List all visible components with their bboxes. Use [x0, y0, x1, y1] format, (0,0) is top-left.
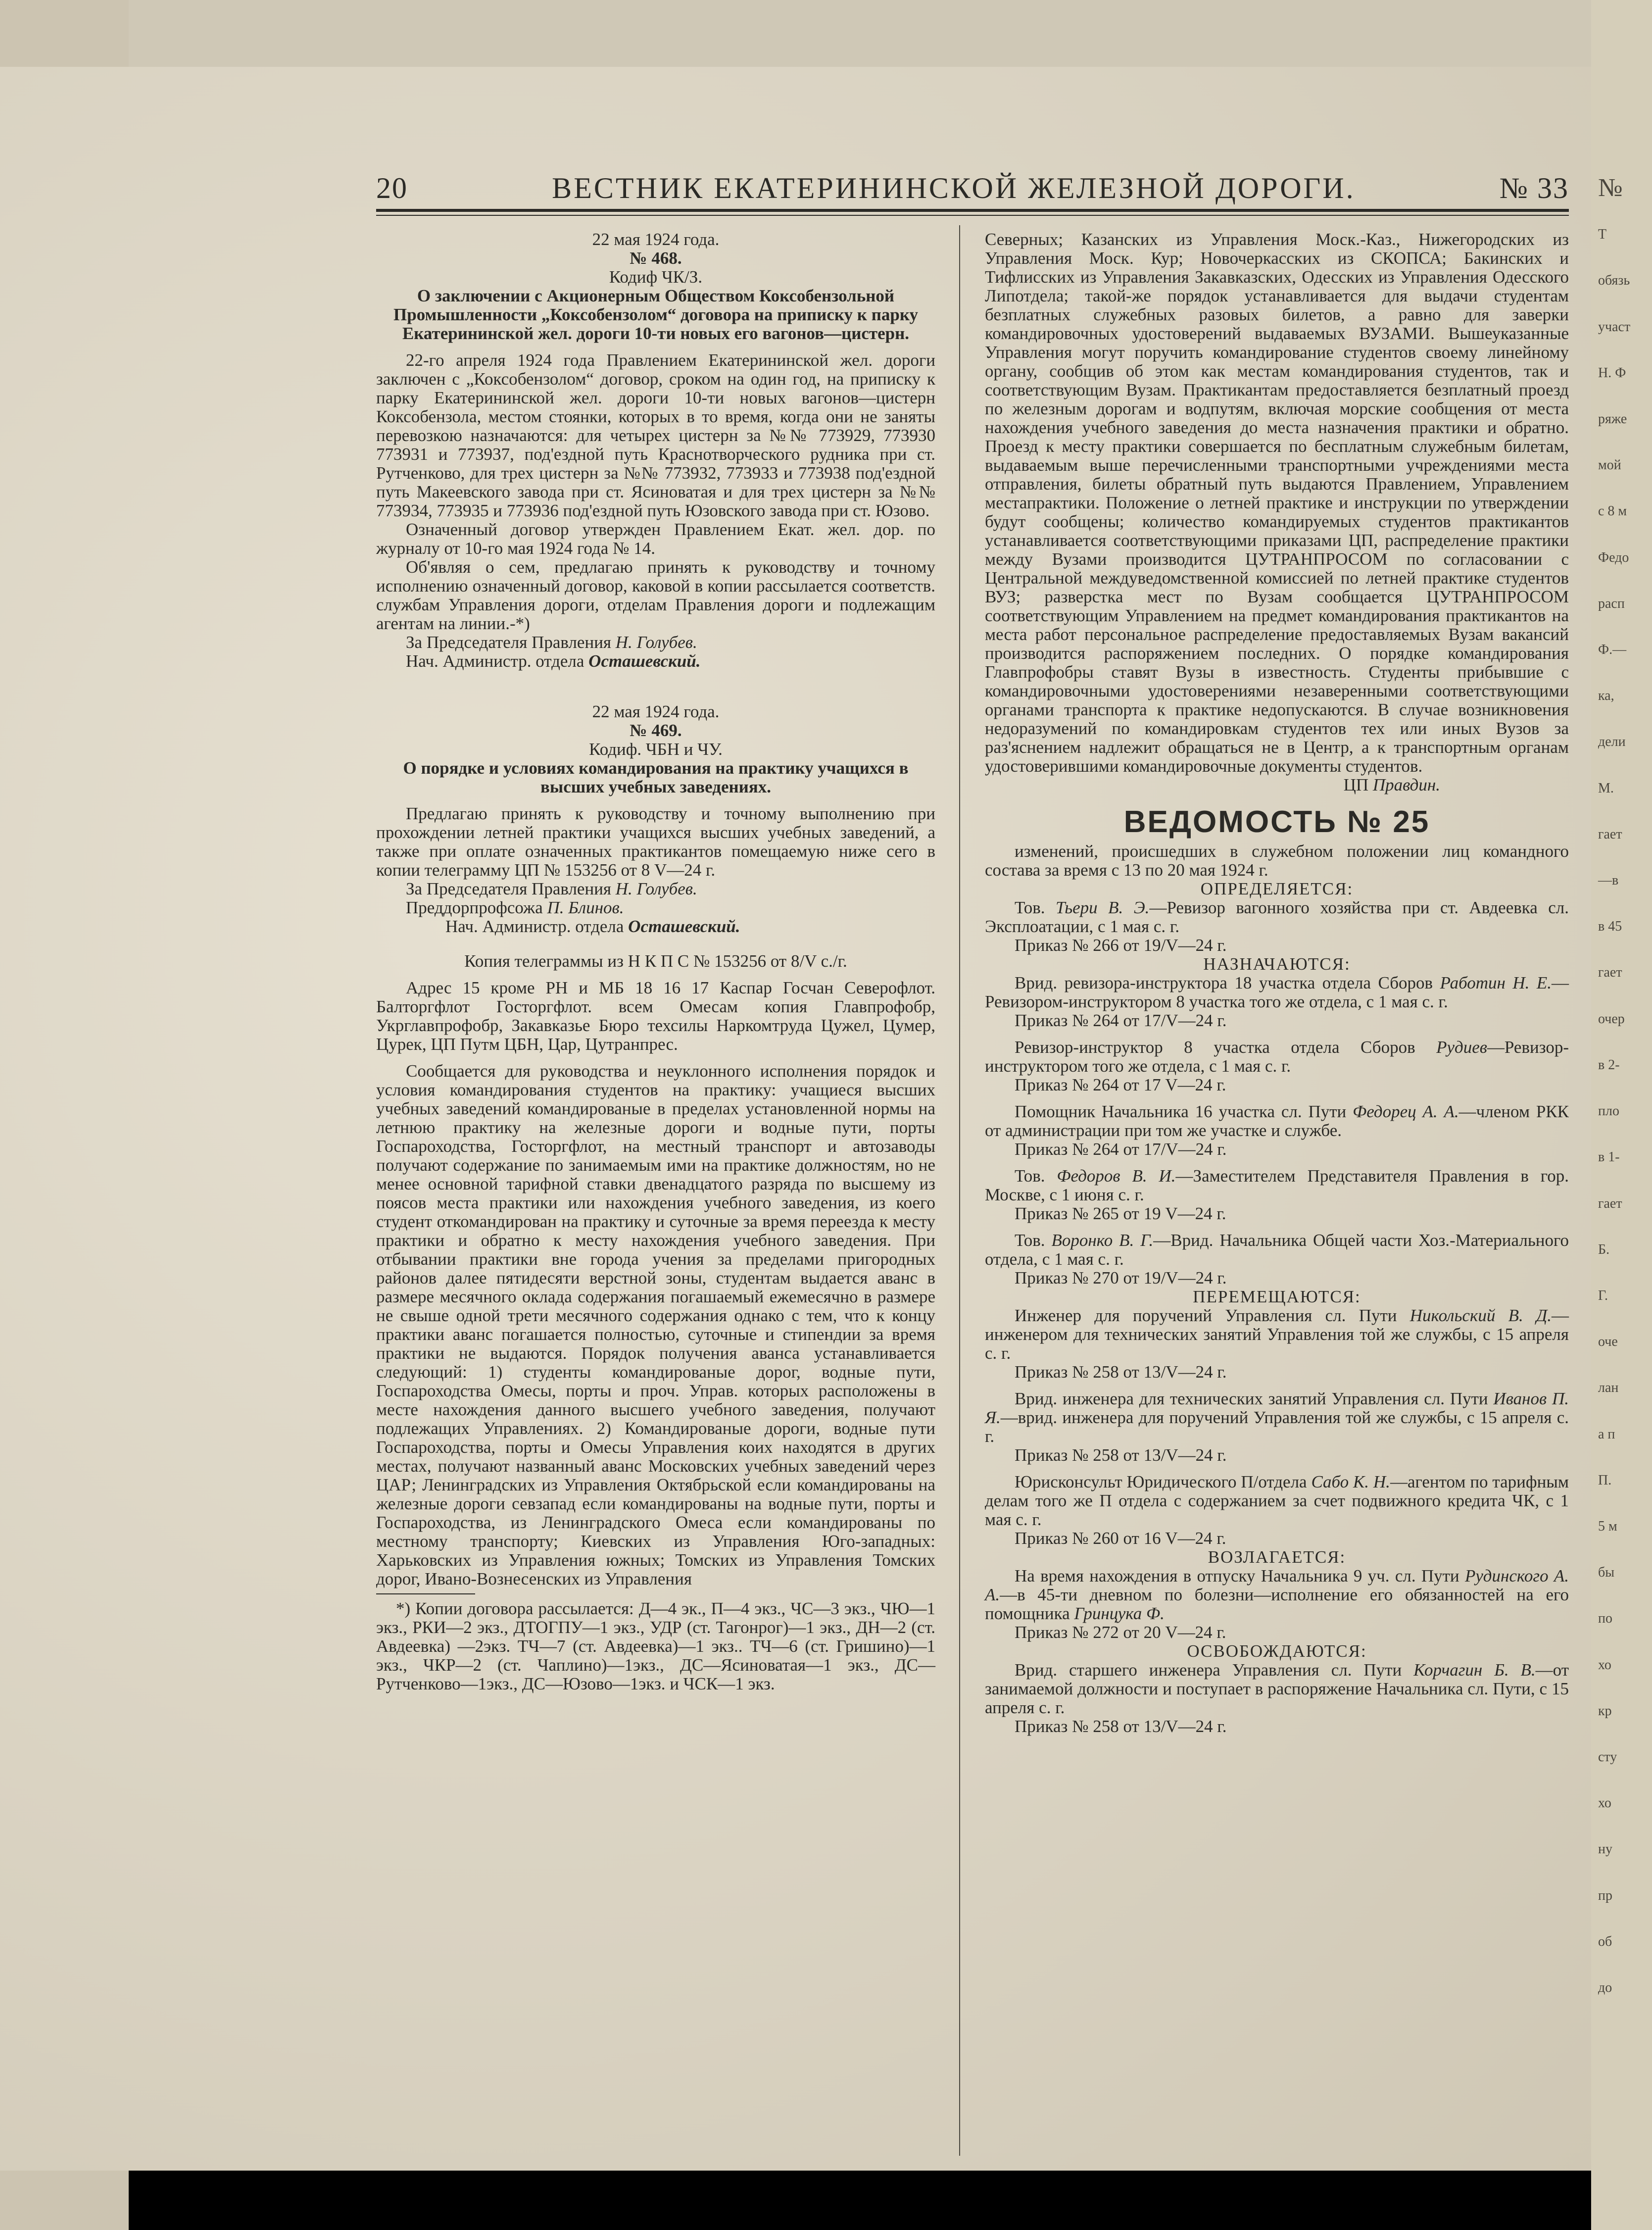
order-468-paragraph-1: 22-го апреля 1924 года Правлением Екатерининской жел. дороги заключен с „Коксобензолом“ договор, сроком на один год, на приписку к парку Екатерининской жел. дороги 10-ти новых вагонов—цистерн Коксобензола, местом стоянки, которых в то время, когда они не заняты перевозкою назначаются: для четырех цистерн за №№ 773929, 773930 773931 и 773937, под'ездной путь Краснотворческого рудника при ст. Рутченково, для трех цистерн за №№ 773932, 773933 и 773938 под'ездной путь Макеевского завода при ст. Ясиноватая и для трех цистерн за №№ 773934, 773935 и 773936 под'ездной путь Юзовского завода при ст. Юзово.	[376, 350, 935, 520]
entry-text: Инженер для поручений Управления сл. Пути	[1015, 1306, 1397, 1325]
next-page-fragment: хо	[1598, 1657, 1611, 1673]
order-468-code: Кодиф ЧК/З.	[609, 267, 703, 287]
header-rule-thick	[376, 209, 1569, 212]
page-number: 20	[376, 172, 408, 204]
next-page-fragment: гает	[1598, 827, 1622, 842]
next-page-fragment: пло	[1598, 1103, 1619, 1119]
page-header	[376, 168, 1569, 205]
signature-role: Нач. Администр. отдела	[445, 917, 624, 936]
entry-1	[985, 898, 1569, 936]
entry-text: —врид. инженера для поручений Управления той же службы, с 15 апреля с. г.	[985, 1408, 1569, 1446]
scan-top-margin	[0, 0, 1591, 67]
next-page-fragment: об	[1598, 1934, 1612, 1949]
entry-person: Никольский В. Д.	[1409, 1306, 1552, 1325]
order-469-heading: О порядке и условиях командирования на практику учащихся в высших учебных заведениях.	[403, 758, 909, 796]
order-469-signature-2	[376, 898, 935, 917]
entry-text: Тов.	[1015, 1231, 1045, 1250]
entry-text: На время нахождения в отпуску Начальника 9 уч. сл. Пути	[1015, 1566, 1459, 1586]
entry-text: —Ревизором-инструктором 8 участка того же отдела, с 1 мая с. г.	[985, 973, 1569, 1011]
entry-8	[985, 1389, 1569, 1446]
signature-role: Преддорпрофсожа	[406, 898, 543, 917]
entry-person: Работин Н. Е.	[1440, 973, 1552, 992]
left-column	[376, 230, 935, 1693]
next-page-fragment: в 45	[1598, 919, 1622, 934]
order-468-signature-2	[376, 652, 935, 671]
signature-role: За Председателя Правления	[406, 633, 612, 652]
entry-person: Тьери В. Э.	[1056, 898, 1150, 917]
next-page-fragment: а п	[1598, 1427, 1615, 1442]
entry-4	[985, 1102, 1569, 1140]
telegram-address: Адрес 15 кроме РН и МБ 18 16 17 Каспар Госчан Северофлот. Балторгфлот Госторгфлот. всем Омесам копия Главпрофобр, Укрглавпрофобр, Закавказье Бюро техсилы Наркомтруда Цужел, Цумер, Цурек, ЦП Путм ЦБН, Цар, Цутранпрес.	[376, 978, 935, 1054]
order-468-paragraph-3: Об'являя о сем, предлагаю принять к руководству и точному исполнению означенный договор, каковой в копии рассылается соответств. службам Управления дороги, отделам Правления дороги и подлежащим агентам на линии.-*)	[376, 557, 935, 633]
entry-person: Корчагин Б. В.	[1413, 1660, 1536, 1680]
entry-person: Иванов П. Я.	[985, 1389, 1569, 1427]
signature-name: П. Блинов.	[547, 898, 624, 917]
order-468-paragraph-2: Означенный договор утвержден Правлением Екат. жел. дор. по журналу от 10-го мая 1924 года № 14.	[376, 520, 935, 558]
order-469-code: Кодиф. ЧБН и ЧУ.	[589, 740, 723, 759]
next-page-fragment: бы	[1598, 1565, 1615, 1580]
entry-text: Ревизор-инструктор 8 участка отдела Сборов	[1015, 1038, 1415, 1057]
entry-person: Федоров В. И.	[1057, 1166, 1176, 1186]
next-page-fragment: ряже	[1598, 411, 1627, 427]
issue-number: № 33	[1499, 172, 1569, 204]
column-divider	[959, 225, 960, 2156]
entry-text: —инженером для технических занятий Управления той же службы, с 15 апреля с. г.	[985, 1306, 1569, 1363]
order-469-signature-3	[376, 917, 935, 936]
entry-11	[985, 1661, 1569, 1717]
order-468-number: № 468.	[630, 248, 682, 268]
entry-text: Врид. инженера для технических занятий Управления сл. Пути	[1015, 1389, 1488, 1408]
next-page-fragment: хо	[1598, 1795, 1611, 1811]
next-page-fragment: №	[1598, 174, 1623, 202]
next-page-fragment: дели	[1598, 734, 1626, 749]
entry-9	[985, 1473, 1569, 1529]
next-page-fragment: мой	[1598, 457, 1621, 473]
entry-2-order: Приказ № 264 от 17/V—24 г.	[1015, 1011, 1227, 1030]
entry-10	[985, 1567, 1569, 1623]
next-page-fragment: гает	[1598, 965, 1622, 980]
entry-5-order: Приказ № 265 от 19 V—24 г.	[1015, 1204, 1226, 1223]
order-468-signature-1	[376, 633, 935, 652]
entry-text: —агентом по тарифным делам того же П отдела с содержанием за счет подвижного кредита ЧК, с 1 мая с. г.	[985, 1472, 1569, 1529]
entry-person: Воронко В. Г.	[1051, 1231, 1154, 1250]
entry-text: —от занимаемой должности и поступает в распоряжение Начальника сл. Пути, с 15 апреля с. г.	[985, 1660, 1569, 1717]
order-468-heading: О заключении с Акционерным Обществом Коксобензольной Промышленности „Коксобензолом“ договора на приписку к парку Екатерининской жел. дороги 10-ти новых его вагонов—цистерн.	[393, 286, 918, 343]
entry-person: Рудиев	[1436, 1038, 1487, 1057]
next-page-fragment: расп	[1598, 596, 1625, 611]
entry-person: Рудинского А. А.	[985, 1566, 1569, 1604]
entry-1-order: Приказ № 266 от 19/V—24 г.	[1015, 936, 1227, 955]
next-page-fragment: участ	[1598, 319, 1631, 335]
next-page-fragment: ка,	[1598, 688, 1614, 703]
next-page-fragment: до	[1598, 1980, 1612, 1995]
order-469-paragraph-1: Предлагаю принять к руководству и точному выполнению при прохождении летней практики учащихся высших учебных заведений, а также при оплате означенных практикантов помещаемую ниже сего в копии телеграмму ЦП № 153256 от 8 V—24 г.	[376, 804, 935, 880]
order-469-date: 22 мая 1924 года.	[592, 702, 720, 721]
next-page-fragment: гает	[1598, 1196, 1622, 1211]
entry-text: —Врид. Начальника Общей части Хоз.-Материального отдела, с 1 мая с. г.	[985, 1231, 1569, 1269]
entry-11-order: Приказ № 258 от 13/V—24 г.	[1015, 1717, 1227, 1736]
entry-person: Гринцука Ф.	[1074, 1604, 1165, 1623]
entry-person: Сабо К. Н.	[1311, 1472, 1390, 1491]
next-page-fragment: лан	[1598, 1380, 1619, 1395]
entry-10-order: Приказ № 272 от 20 V—24 г.	[1015, 1623, 1226, 1642]
entry-7	[985, 1306, 1569, 1363]
next-page-fragment: П.	[1598, 1473, 1612, 1488]
signature-role: ЦП	[1343, 775, 1369, 794]
next-page-fragment: сту	[1598, 1749, 1617, 1765]
entry-7-order: Приказ № 258 от 13/V—24 г.	[1015, 1362, 1227, 1382]
next-page-fragment: в 2-	[1598, 1057, 1620, 1073]
telegram-body: Сообщается для руководства и неуклонного исполнения порядок и условия командирования студентов на практику: учащиеся высших учебных заведений командированые в пределах установленной нормы на летнюю практику на железные дороги и водные пути, порты Госпароходства, Госторгфлот, на местный транспорт и автозаводы получают содержание по занимаемым ими на практике должностям, но не менее основной тарифной ставки двенадцатого разряда по высшему из поясов места практики или нахождения учебного заведения, из коего студент откомандирован на практику и суточные за время переезда к месту практики и обратно к месту нахождения учебного заведения. При отбывании практики вне города учения за пределами пригородных районов далее пятидесяти верстной зоны, студентам выдается аванс в размере месячного оклада содержания погашаемый ежемесячно в размере не свыше одной трети месячного содержания однако с тем, что к концу практики аванс погашается полностью, суточные и стипендии за время практики не выдаются. Порядок получения аванса устанавливается следующий: 1) студенты командированые дорог, водные пути, Госпароходства Омесы, порты и проч. Управ. которых расположены в месте нахождения данного высшего учебного заведения, получают подлежащих Управлениях. 2) Командированые дороги, водные пути Госпароходства, порты и Омесы Управления коих находятся в других местах, получают названный аванс Московских учебных заведений через ЦАР; Ленинградских из Управления Октябрьской если командированы на железные дороги севзапад если командированы на водные пути, порты и Госпароходства, из Ленинградского Омеса если командированы по местному транспорту; Киевских из Управления Юго-западных: Харьковских из Управления южных; Томских из Управления Томских дорог, Ивано-Вознесенских из Управления	[376, 1061, 935, 1588]
entry-person: Федорец А. А.	[1353, 1102, 1459, 1121]
telegram-signature	[985, 776, 1569, 794]
entry-2	[985, 974, 1569, 1011]
entry-text: Помощник Начальника 16 участка сл. Пути	[1015, 1102, 1347, 1121]
entry-text: —Ревизор-инструктором того же отдела, с 1 мая с. г.	[985, 1038, 1569, 1076]
next-page-fragment: оче	[1598, 1334, 1618, 1349]
right-column	[985, 230, 1569, 1736]
next-page-fragment: кр	[1598, 1703, 1612, 1719]
entry-4-order: Приказ № 264 от 17/V—24 г.	[1015, 1140, 1227, 1159]
signature-name: Н. Голубев.	[615, 633, 697, 652]
entry-text: Врид. ревизора-инструктора 18 участка отдела Сборов	[1015, 973, 1433, 992]
order-469-signature-1	[376, 880, 935, 898]
next-page-fragment: Н. Ф	[1598, 365, 1626, 381]
next-page-edge	[1591, 0, 1652, 2230]
entry-6-order: Приказ № 270 от 19/V—24 г.	[1015, 1268, 1227, 1288]
signature-name: Н. Голубев.	[615, 879, 697, 898]
entry-text: Врид. старшего инженера Управления сл. Пути	[1015, 1660, 1402, 1680]
signature-role: Нач. Администр. отдела	[406, 651, 584, 671]
entry-9-order: Приказ № 260 от 16 V—24 г.	[1015, 1529, 1226, 1548]
entry-3-order: Приказ № 264 от 17 V—24 г.	[1015, 1075, 1226, 1094]
next-page-fragment: Г.	[1598, 1288, 1608, 1303]
entry-3	[985, 1038, 1569, 1076]
next-page-fragment: очер	[1598, 1011, 1625, 1027]
next-page-fragment: Федо	[1598, 550, 1629, 565]
entry-text: —членом РКК от администрации при том же участке и службе.	[985, 1102, 1569, 1140]
footnote-rule	[376, 1593, 475, 1594]
signature-name: Осташевский.	[588, 651, 701, 671]
next-page-fragment: в 1-	[1598, 1149, 1620, 1165]
entry-6	[985, 1231, 1569, 1269]
section-peremeschayutsya: ПЕРЕМЕЩАЮТСЯ:	[1193, 1287, 1361, 1306]
signature-name: Правдин.	[1372, 775, 1440, 794]
entry-text: Юрисконсульт Юридического П/отдела	[1015, 1472, 1307, 1491]
vedomost-subtitle: изменений, происшедших в служебном положении лиц командного состава за время с 13 по 20 мая 1924 г.	[985, 842, 1569, 880]
header-rule-thin	[376, 215, 1569, 216]
signature-name: Осташевский.	[628, 917, 740, 936]
vedomost-title: ВЕДОМОСТЬ № 25	[1123, 805, 1430, 839]
section-naznachayutsya: НАЗНАЧАЮТСЯ:	[1203, 954, 1351, 974]
entry-text: —Ревизор вагонного хозяйства при ст. Авдеевка сл. Эксплоатации, с 1 мая с. г.	[985, 898, 1569, 936]
order-468-date: 22 мая 1924 года.	[592, 230, 720, 249]
next-page-fragment: Т	[1598, 227, 1607, 242]
section-vozlagaetsya: ВОЗЛАГАЕТСЯ:	[1208, 1547, 1346, 1567]
next-page-fragment: обязь	[1598, 273, 1630, 288]
entry-text: —Заместителем Представителя Правления в гор. Москве, с 1 июня с. г.	[985, 1166, 1569, 1204]
next-page-fragment: с 8 м	[1598, 503, 1627, 519]
section-osvobozhdayutsya: ОСВОБОЖДАЮТСЯ:	[1187, 1641, 1367, 1661]
telegram-continuation: Северных; Казанских из Управления Моск.-Каз., Нижегородских из Управления Моск. Кур; Новочеркасских из СКОПСА; Бакинских и Тифлисских из Управления Закавказских, Одесских из Управления Одесского Липотдела; такой-же порядок устанавливается для выдачи студентам безплатных служебных разовых билетов, а равно для заверки командировочных удостоверений выдаваемых ВУЗАМИ. Вышеуказанные Управления могут поручить командирование студентов своему линейному органу, сообщив об этом как местам командирования студентов, так и соответствующим Вузам. Практикантам предоставляется безплатный проезд по железным дорогам и водпутям, включая морские сообщения от места нахождения учебного заведения до места назначения практики и обратно. Проезд к месту практики совершается по бесплатным служебным билетам, выдаваемым выше перечисленными транспортными учреждениями места отправления, билеты обратный путь выдаются Правлением, Управлением местапрактики. Положение о летней практике и инструкции по утверждении будут сообщены; количество командируемых студентов практикантов устанавливается соответствующими приказами ЦП, распределение практики между Вузами производится ЦУТРАНПРОСОМ по согласовании с Центральной междуведомственной комиссией по летней практике студентов ВУЗ; разверстка мест по Вузам сообщается ЦУТРАНПРОСОМ соответствующим Управлением на предмет командирования практикантов на места работ персональное распределение предоставляемых Вузам вакансий производится распоряжением последних. О порядке командирования Главпрофобры ставят Вузы в известность. Студенты прибывшие с командировочными удостоверениями незаверенными соответствующими органами транспорта к практике недопускаются. В случае возникновения недоразумений по командировкам студентов тех или иных Вузов за раз'яснением надлежит обращаться не в Центр, а к транспортным органам удостоверившими командировочные документы студентов.	[985, 230, 1569, 776]
next-page-fragment: Б.	[1598, 1242, 1610, 1257]
telegram-title: Копия телеграммы из Н К П С № 153256 от 8/V с./г.	[464, 951, 847, 971]
footnote: *) Копии договора рассылается: Д—4 эк., П—4 экз., ЧС—3 экз., ЧЮ—1 экз., РКИ—2 экз., ДТОГПУ—1 экз., УДР (ст. Тагонрог)—1 экз., ДН—2 (ст. Авдеевка) —2экз. ТЧ—7 (ст. Авдеевка)—1 экз.. ТЧ—6 (ст. Гришино)—1 экз., ЧКР—2 (ст. Чаплино)—1экз., ДС—Ясиноватая—1 экз., ДС—Рутченково—1экз., ДС—Юзово—1экз. и ЧСК—1 экз.	[376, 1599, 935, 1693]
newspaper-title: ВЕСТНИК ЕКАТЕРИНИНСКОЙ ЖЕЛЕЗНОЙ ДОРОГИ.	[552, 172, 1356, 204]
entry-text: —в 45-ти дневном по болезни—исполнение его обязанностей на его помощника	[985, 1585, 1569, 1623]
page	[376, 168, 1569, 2124]
next-page-fragment: Ф.—	[1598, 642, 1627, 657]
next-page-fragment: —в	[1598, 873, 1619, 888]
next-page-fragment: ну	[1598, 1841, 1612, 1857]
entry-text: Тов.	[1015, 898, 1045, 917]
section-opredelyaetsya: ОПРЕДЕЛЯЕТСЯ:	[1200, 879, 1354, 898]
next-page-fragment: 5 м	[1598, 1519, 1617, 1534]
order-469-number: № 469.	[630, 721, 682, 740]
next-page-fragment: пр	[1598, 1888, 1612, 1903]
next-page-fragment: по	[1598, 1611, 1612, 1626]
entry-text: Тов.	[1015, 1166, 1045, 1186]
next-page-fragment: М.	[1598, 781, 1614, 796]
entry-5	[985, 1167, 1569, 1204]
entry-8-order: Приказ № 258 от 13/V—24 г.	[1015, 1445, 1227, 1465]
signature-role: За Председателя Правления	[406, 879, 612, 898]
